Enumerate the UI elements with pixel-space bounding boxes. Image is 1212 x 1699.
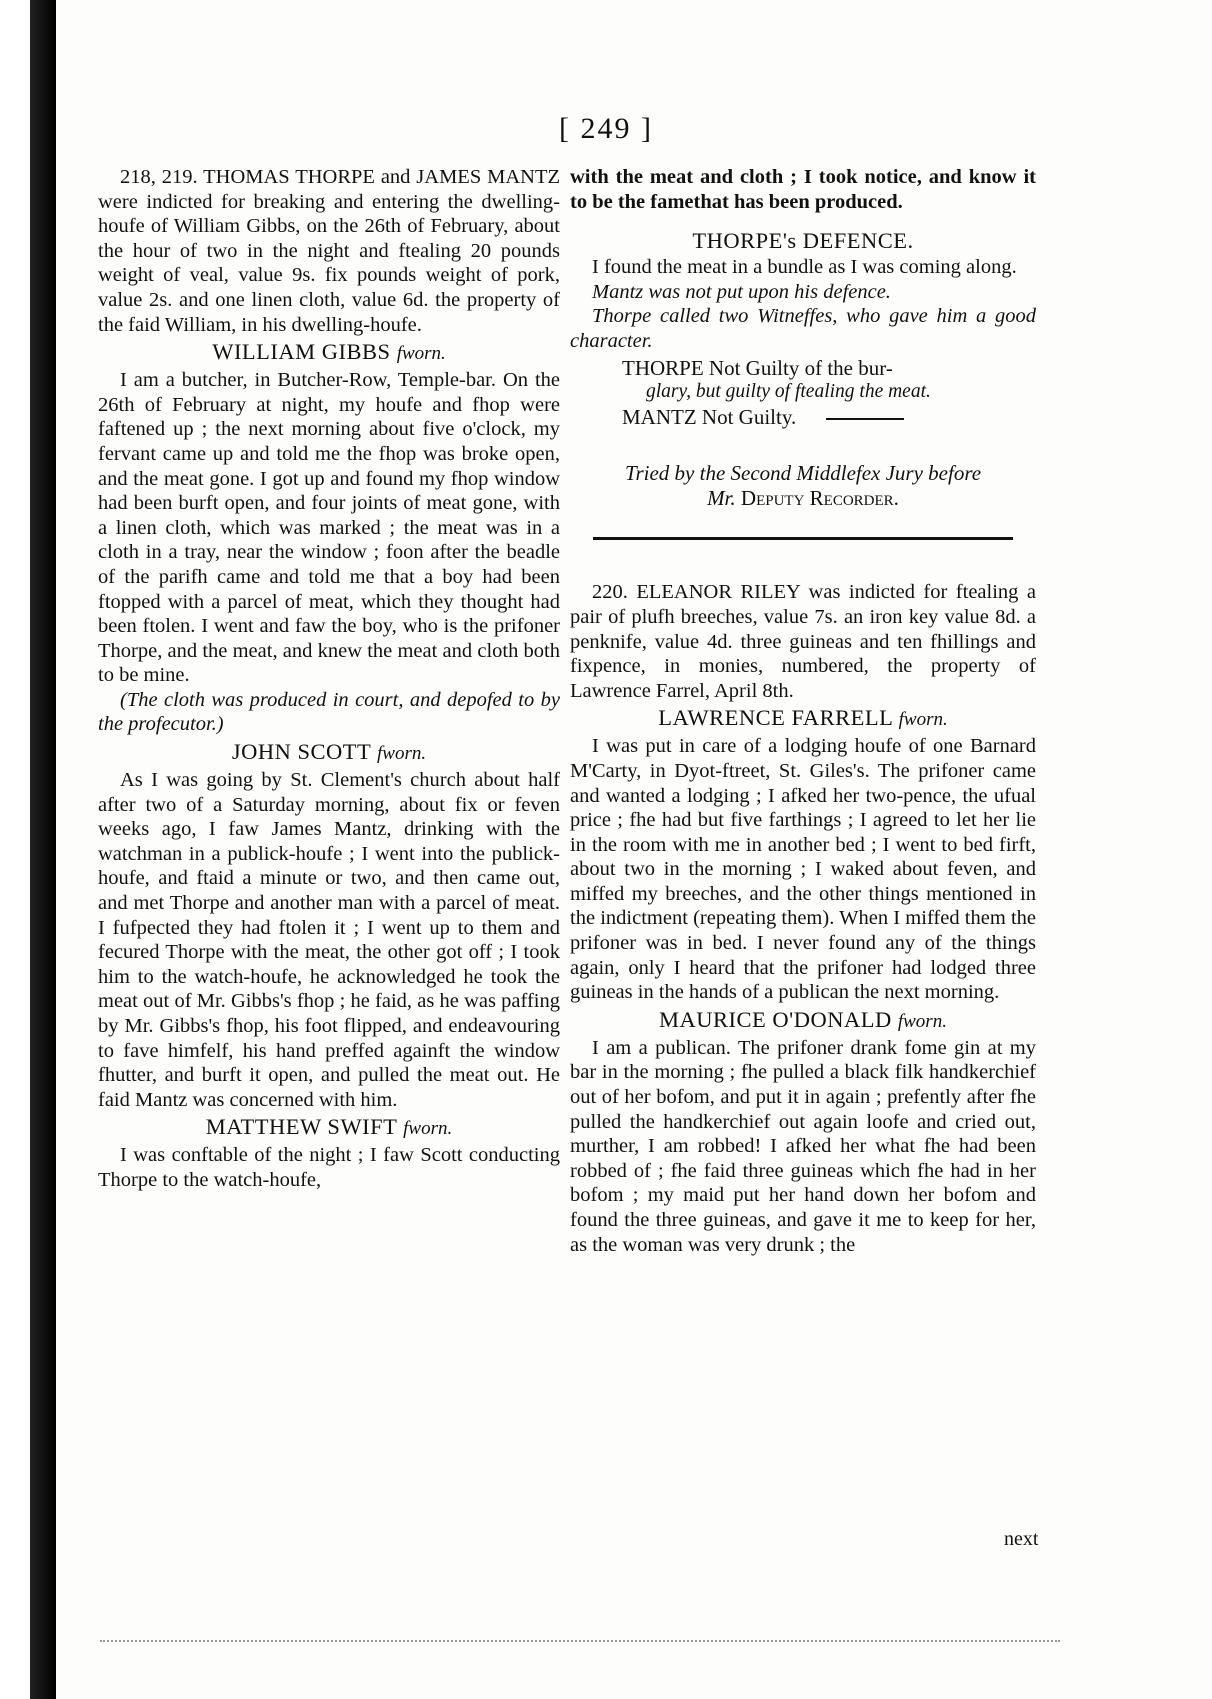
testimony-odonald: I am a publican. The prifoner drank fome gin at my bar in the morning ; fhe pulled a black filk handkerchief out of her bofom, and put it in again ; prefently after fhe pulled the handkerchief out again loofe and cried out, murther, I am robbed! I afked her what fhe had been robbed of ; fhe faid three guineas which fhe had in her bofom ; my maid put her hand down her bofom and found the three guineas, and gave it me to keep for her, as the woman was very drunk ; the (570, 1036, 1036, 1256)
testimony-swift: I was conftable of the night ; I faw Scott conducting Thorpe to the watch-houfe, (98, 1144, 560, 1191)
verdict-mantz: MANTZ Not Guilty. (622, 404, 797, 429)
case-intro-riley: 220. ELEANOR RILEY was indicted for ftealing a pair of plufh breeches, value 7s. an iron key value 8d. a penknife, value 4d. three guineas and ten fhillings and fixpence, in monies, numbered, the property of Lawrence Farrel, April 8th. (570, 581, 1036, 702)
sworn-label: fworn. (396, 343, 446, 365)
witness-name: JOHN SCOTT (231, 739, 371, 765)
verdict-thorpe-detail: glary, but guilty of ftealing the meat. (646, 381, 931, 403)
verdict-block (570, 356, 1036, 430)
sworn-label: fworn. (403, 1118, 453, 1140)
case-intro: 218, 219. THOMAS THORPE and JAMES MANTZ were indicted for breaking and entering the dwelling-houfe of William Gibbs, on the 26th of February, about the hour of two in the night and ftealing 20 pounds weight of veal, value 9s. fix pounds weight of pork, value 2s. and one linen cloth, value 6d. the property of the faid William, in his dwelling-houfe. (98, 166, 560, 336)
testimony-farrell: I was put in care of a lodging houfe of one Barnard M'Carty, in Dyot-ftreet, St. Giles's. The prifoner came and wanted a lodging ; I afked her two-pence, the ufual price ; fhe had but five farthings ; I agreed to let her lie in the room with me in another bed ; I went to bed firft, about two in the morning ; I waked about feven, and miffed my breeches, and the other things mentioned in the indictment (repeating them). When I miffed them the prifoner was in bed. I never found any of the things again, only I heard that the prifoner had lodged three guineas in the hands of a publican the next morning. (570, 735, 1036, 1004)
verdict-thorpe: THORPE Not Guilty of the bur- (622, 355, 893, 380)
catchword: next (1004, 1528, 1039, 1550)
sworn-label: fworn. (898, 709, 948, 731)
witness-name: MATTHEW SWIFT (205, 1114, 398, 1140)
witness-name: LAWRENCE FARRELL (658, 705, 893, 731)
page-number: [ 249 ] (559, 112, 653, 145)
scan-edge-noise (100, 1640, 1060, 1642)
sworn-label: fworn. (897, 1010, 947, 1032)
jury-mr: Mr. (707, 486, 736, 511)
witness-heading-farrell (570, 705, 1036, 733)
witness-heading-swift (98, 1114, 560, 1142)
testimony-swift-continued: with the meat and cloth ; I took notice, and know it to be the famethat has been produced. (570, 166, 1036, 213)
witness-heading-odonald (570, 1007, 1036, 1035)
witness-heading-scott (98, 739, 560, 767)
court-note: (The cloth was produced in court, and depofed to by the profecutor.) (98, 688, 560, 736)
jury-note (570, 461, 1036, 511)
defence-text: I found the meat in a bundle as I was coming along. (592, 256, 1017, 279)
mantz-note: Mantz was not put upon his defence. (592, 280, 891, 303)
witness-heading-gibbs (98, 339, 560, 367)
jury-line-1: Tried by the Second Middlefex Jury before (624, 461, 982, 486)
witness-name: WILLIAM GIBBS (212, 339, 391, 365)
defence-heading: THORPE's DEFENCE. (692, 228, 914, 254)
testimony-scott: As I was going by St. Clement's church about half after two of a Saturday morning, about fix or feven weeks ago, I faw James Mantz, drinking with the watchman in a publick-houfe ; I went into the publick-houfe, and ftaid a minute or two, and then came out, and met Thorpe and another man with a parcel of meat. I fufpected they had ftolen it ; I went up to them and fecured Thorpe with the meat, the other got off ; I took him to the watch-houfe, he acknowledged he took the meat out of Mr. Gibbs's fhop ; he faid, as he was paffing by Mr. Gibbs's fhop, his foot flipped, and endeavouring to fave himfelf, his hand preffed againft the window fhutter, and burft it open, and pulled the meat out. He faid Mantz was concerned with him. (98, 769, 560, 1111)
right-column (570, 165, 1036, 1257)
sworn-label: fworn. (377, 743, 427, 765)
left-column (98, 165, 560, 1193)
jury-recorder: Deputy Recorder. (740, 486, 899, 511)
witness-name: MAURICE O'DONALD (659, 1006, 892, 1032)
testimony-gibbs: I am a butcher, in Butcher-Row, Temple-bar. On the 26th of February at night, my houfe and fhop were faftened up ; the next morning about five o'clock, my fervant came up and told me the fhop was broke open, and the meat gone. I got up and found my fhop window had been burft open, and four joints of meat gone, with a linen cloth, which was marked ; the meat was in a cloth in a tray, near the window ; foon after the beadle of the parifh came and told me that a boy had been ftopped with a parcel of meat, which they thought had been ftolen. I went and faw the boy, who is the prifoner Thorpe, and the meat, and knew the meat and cloth both to be mine. (98, 369, 560, 687)
book-spine-shadow (0, 0, 56, 1699)
witness-note: Thorpe called two Witneffes, who gave him a good character. (570, 305, 1036, 352)
short-divider (826, 418, 904, 420)
section-divider (593, 537, 1013, 540)
